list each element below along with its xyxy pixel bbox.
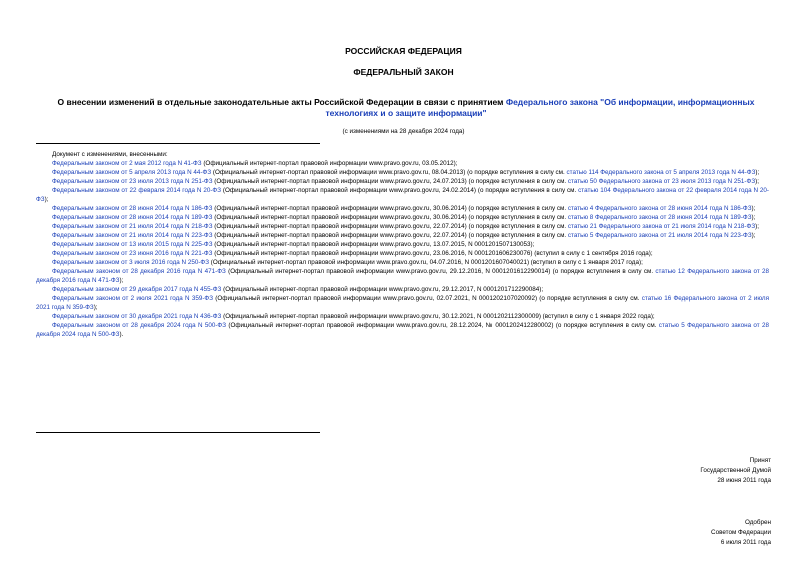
change-item [36,321,769,339]
item-tail: ); [44,196,49,203]
effective-article-link[interactable]: статью 16 Федерального закона от 2 июля 2021 года N 359-ФЗ [36,295,770,311]
amending-law-link[interactable]: Федеральным законом от 28 декабря 2016 года N 471-ФЗ [52,268,226,275]
edition-note: (с изменениями на 28 декабря 2024 года) [342,128,465,135]
amending-law-link[interactable]: Федеральным законом от 3 июля 2016 года N 250-ФЗ [52,259,210,266]
change-item [36,312,769,321]
document-type-heading: ФЕДЕРАЛЬНЫЙ ЗАКОН [353,67,454,77]
item-tail: ); [93,304,98,311]
amending-law-link[interactable]: Федеральным законом от 21 июля 2014 года N 218-ФЗ [52,223,213,230]
effective-article-link[interactable]: статью 104 Федерального закона от 22 февраля 2014 года N 20-ФЗ [36,187,770,203]
approved-label: Одобрен [744,519,771,526]
change-item [36,249,769,258]
effective-article-link[interactable]: статью 21 Федерального закона от 21 июля 2014 года N 218-ФЗ [567,223,756,230]
change-item [36,168,769,177]
amending-law-link[interactable]: Федеральным законом от 28 декабря 2024 года N 500-ФЗ [52,322,227,329]
publication-info: (Официальный интернет-портал правовой информации www.pravo.gov.ru, 02.07.2021, N 0001202107020092) (о порядке вступления в силу см. [213,295,642,302]
document-country-heading: РОССИЙСКАЯ ФЕДЕРАЦИЯ [345,46,462,56]
amending-law-link[interactable]: Федеральным законом от 29 декабря 2017 года N 455-ФЗ [52,286,222,293]
item-tail: ); [751,232,756,239]
changes-block [36,150,769,339]
publication-info: (Официальный интернет-портал правовой информации www.pravo.gov.ru, 28.12.2024, № 0001202412280002) (о порядке вступления в силу см. [226,322,659,329]
amending-law-link[interactable]: Федеральным законом от 23 июля 2013 года N 251-ФЗ [52,178,213,185]
adopted-label: Принят [749,457,771,464]
changes-list [36,159,769,339]
approved-block [711,518,771,548]
change-item [36,294,769,312]
change-item [36,213,769,222]
publication-info: (Официальный интернет-портал правовой информации www.pravo.gov.ru, 24.07.2013) (о порядке вступления в силу см. [212,178,568,185]
amending-law-link[interactable]: Федеральным законом от 28 июня 2014 года N 186-ФЗ [52,205,213,212]
amending-law-link[interactable]: Федеральным законом от 13 июля 2015 года N 225-ФЗ [52,241,213,248]
changes-header: Документ с изменениями, внесенными: [52,151,168,158]
publication-info: (Официальный интернет-портал правовой информации www.pravo.gov.ru, 29.12.2016, N 0001201612290014) (о порядке вступления в силу см. [225,268,656,275]
amending-law-link[interactable]: Федеральным законом от 30 декабря 2021 года N 436-ФЗ [52,313,222,320]
title-law-link[interactable]: Федерального закона "Об информации, информационных технологиях и о защите информации" [325,97,755,118]
publication-info: (Официальный интернет-портал правовой информации www.pravo.gov.ru, 23.06.2016, N 0001201606230076) (вступил в силу с 1 сентября 2016 года); [212,250,653,257]
amending-law-link[interactable]: Федеральным законом от 21 июля 2014 года N 223-ФЗ [52,232,213,239]
effective-article-link[interactable]: статью 5 Федерального закона от 28 декабря 2024 года N 500-ФЗ [36,322,769,338]
change-item [36,159,769,168]
change-item [36,240,769,249]
change-item [36,177,769,186]
item-tail: ); [751,214,756,221]
document-title [36,97,776,119]
effective-article-link[interactable]: статью 50 Федерального закона от 23 июля 2013 года N 251-ФЗ [567,178,756,185]
item-tail: ). [119,331,124,338]
publication-info: (Официальный интернет-портал правовой информации www.pravo.gov.ru, 30.12.2021, N 0001202112300009) (вступил в силу с 1 января 2022 года); [221,313,655,320]
item-tail: ); [755,178,759,185]
top-divider [36,143,320,144]
change-item [36,267,769,285]
item-tail: ); [755,169,760,176]
change-item [36,231,769,240]
approved-date: 6 июля 2011 года [720,539,771,546]
adopted-body: Государственной Думой [700,467,771,474]
change-item [36,204,769,213]
publication-info: (Официальный интернет-портал правовой информации www.pravo.gov.ru, 08.04.2013) (о порядке вступления в силу см. [211,169,567,176]
publication-info: (Официальный интернет-портал правовой информации www.pravo.gov.ru, 22.07.2014) (о порядке вступления в силу см. [212,232,568,239]
change-item [36,186,769,204]
approved-body: Советом Федерации [711,529,771,536]
amending-law-link[interactable]: Федеральным законом от 2 июля 2021 года N 359-ФЗ [52,295,214,302]
publication-info: (Официальный интернет-портал правовой информации www.pravo.gov.ru, 24.02.2014) (о порядке вступления в силу см. [221,187,579,194]
publication-info: (Официальный интернет-портал правовой информации www.pravo.gov.ru, 04.07.2016, N 0001201607040021) (вступил в силу с 1 января 2017 года); [209,259,643,266]
change-item [36,285,769,294]
amending-law-link[interactable]: Федеральным законом от 5 апреля 2013 года N 44-ФЗ [52,169,212,176]
effective-article-link[interactable]: статью 5 Федерального закона от 21 июля 2014 года N 223-ФЗ [567,232,752,239]
effective-article-link[interactable]: статью 12 Федерального закона от 28 декабря 2016 года N 471-ФЗ [36,268,770,284]
publication-info: (Официальный интернет-портал правовой информации www.pravo.gov.ru, 29.12.2017, N 0001201712290084); [221,286,544,293]
adopted-block [700,456,771,486]
effective-article-link[interactable]: статью 114 Федерального закона от 5 апреля 2013 года N 44-ФЗ [566,169,756,176]
amending-law-link[interactable]: Федеральным законом от 28 июня 2014 года N 189-ФЗ [52,214,213,221]
publication-info: (Официальный интернет-портал правовой информации www.pravo.gov.ru, 13.07.2015, N 0001201507130053); [212,241,535,248]
bottom-divider [36,432,320,433]
effective-article-link[interactable]: статью 8 Федерального закона от 28 июня 2014 года N 189-ФЗ [567,214,752,221]
item-tail: ); [119,277,124,284]
item-tail: ); [751,205,756,212]
publication-info: (Официальный интернет-портал правовой информации www.pravo.gov.ru, 30.06.2014) (о порядке вступления в силу см. [212,205,568,212]
publication-info: (Официальный интернет-портал правовой информации www.pravo.gov.ru, 03.05.2012); [201,160,458,167]
amending-law-link[interactable]: Федеральным законом от 23 июня 2016 года N 221-ФЗ [52,250,213,257]
change-item [36,222,769,231]
effective-article-link[interactable]: статью 4 Федерального закона от 28 июня 2014 года N 186-ФЗ [567,205,752,212]
item-tail: ); [755,223,759,230]
adopted-date: 28 июня 2011 года [717,477,771,484]
amending-law-link[interactable]: Федеральным законом от 22 февраля 2014 года N 20-ФЗ [52,187,222,194]
amending-law-link[interactable]: Федеральным законом от 2 мая 2012 года N 41-ФЗ [52,160,202,167]
title-text: О внесении изменений в отдельные законодательные акты Российской Федерации в связи с принятием [57,97,506,107]
change-item [36,258,769,267]
publication-info: (Официальный интернет-портал правовой информации www.pravo.gov.ru, 22.07.2014) (о порядке вступления в силу см. [212,223,568,230]
publication-info: (Официальный интернет-портал правовой информации www.pravo.gov.ru, 30.06.2014) (о порядке вступления в силу см. [212,214,568,221]
